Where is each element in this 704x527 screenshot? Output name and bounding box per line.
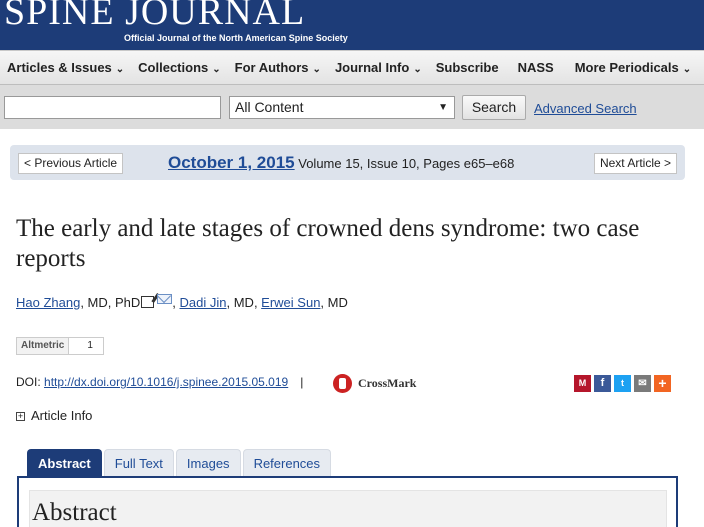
altmetric-score: 1 bbox=[87, 340, 93, 351]
journal-tagline: Official Journal of the North American Spine Society bbox=[124, 33, 348, 43]
doi-separator: | bbox=[300, 375, 304, 389]
email-share-icon[interactable]: ✉ bbox=[634, 375, 651, 392]
nav-for-authors[interactable]: For Authors ⌄ bbox=[234, 60, 321, 75]
author-list: Hao Zhang, MD, PhD , Dadi Jin, MD, Erwei Sun, MD bbox=[16, 295, 348, 310]
expand-plus-icon: + bbox=[17, 411, 24, 421]
next-article-button[interactable]: Next Article > bbox=[594, 153, 677, 174]
facebook-icon[interactable]: f bbox=[594, 375, 611, 392]
chevron-down-icon: ⌄ bbox=[312, 64, 321, 75]
nav-journal-info[interactable]: Journal Info ⌄ bbox=[334, 60, 422, 75]
issue-info bbox=[168, 153, 514, 173]
chevron-down-icon: ⌄ bbox=[212, 64, 221, 75]
altmetric-badge[interactable] bbox=[16, 337, 104, 355]
tab-references[interactable]: References bbox=[243, 449, 331, 477]
search-input[interactable] bbox=[4, 96, 221, 119]
author-link[interactable]: Erwei Sun bbox=[261, 295, 321, 310]
doi-row bbox=[16, 375, 313, 389]
article-info-label: Article Info bbox=[31, 408, 93, 423]
article-navigation bbox=[10, 145, 685, 180]
journal-logo[interactable]: SPINE JOURNAL bbox=[4, 0, 306, 33]
mendeley-icon[interactable]: M bbox=[574, 375, 591, 392]
doi-link[interactable]: http://dx.doi.org/10.1016/j.spinee.2015.05.019 bbox=[44, 375, 289, 389]
main-nav bbox=[0, 50, 704, 85]
search-scope-value: All Content bbox=[235, 99, 304, 115]
crossmark-button[interactable] bbox=[333, 374, 416, 393]
nav-collections[interactable]: Collections ⌄ bbox=[138, 60, 221, 75]
author-credentials: , MD bbox=[320, 295, 348, 310]
chevron-down-icon: ⌄ bbox=[115, 64, 125, 75]
content-tabs bbox=[27, 449, 331, 477]
tab-images[interactable]: Images bbox=[176, 449, 241, 477]
twitter-icon[interactable]: t bbox=[614, 375, 631, 392]
author-credentials: , MD, bbox=[226, 295, 262, 310]
article-info-toggle[interactable] bbox=[16, 408, 92, 423]
doi-label: DOI: bbox=[16, 375, 41, 389]
nav-articles-issues[interactable]: Articles & Issues ⌄ bbox=[7, 60, 125, 75]
correspondence-icon[interactable] bbox=[141, 296, 154, 308]
issue-date-link[interactable]: October 1, 2015 bbox=[168, 153, 295, 172]
chevron-down-icon: ⌄ bbox=[413, 64, 422, 75]
nav-nass[interactable]: NASS bbox=[517, 60, 554, 75]
nav-subscribe[interactable]: Subscribe bbox=[435, 60, 499, 75]
advanced-search-link[interactable]: Advanced Search bbox=[534, 101, 637, 116]
journal-header bbox=[0, 0, 704, 50]
nav-more-periodicals[interactable]: More Periodicals ⌄ bbox=[574, 60, 692, 75]
author-link[interactable]: Dadi Jin bbox=[179, 295, 227, 310]
issue-details: Volume 15, Issue 10, Pages e65–e68 bbox=[298, 156, 515, 171]
crossmark-icon bbox=[333, 374, 352, 393]
search-bar bbox=[0, 85, 704, 129]
share-toolbar bbox=[574, 375, 671, 392]
abstract-heading: Abstract bbox=[32, 499, 117, 526]
more-share-icon[interactable]: + bbox=[654, 375, 671, 392]
tab-full-text[interactable]: Full Text bbox=[104, 449, 174, 477]
article-title: The early and late stages of crowned dens syndrome: two case reports bbox=[16, 215, 640, 272]
author-link[interactable]: Hao Zhang bbox=[16, 295, 81, 310]
altmetric-label: Altmetric bbox=[17, 338, 69, 354]
search-button[interactable]: Search bbox=[462, 95, 526, 120]
dropdown-arrow-icon: ▼ bbox=[438, 102, 448, 113]
previous-article-button[interactable]: < Previous Article bbox=[18, 153, 123, 174]
tab-content-panel bbox=[17, 476, 678, 527]
email-icon[interactable] bbox=[157, 294, 172, 304]
crossmark-label: CrossMark bbox=[358, 376, 417, 390]
tab-abstract[interactable]: Abstract bbox=[27, 449, 102, 477]
abstract-section bbox=[29, 490, 667, 527]
chevron-down-icon: ⌄ bbox=[682, 64, 692, 75]
author-credentials: , MD, PhD bbox=[80, 295, 141, 310]
search-scope-select[interactable] bbox=[229, 96, 455, 119]
